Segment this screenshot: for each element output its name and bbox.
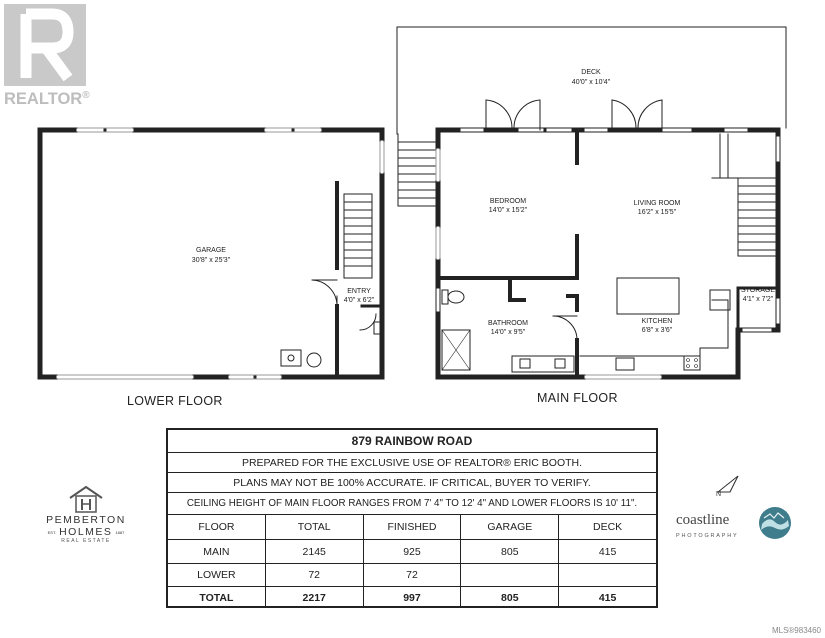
table-total-row (168, 586, 656, 608)
cell-finished: 925 (363, 540, 461, 563)
cell-total: 2145 (265, 540, 363, 563)
entry-name: ENTRY (347, 288, 371, 295)
bathroom-name: BATHROOM (488, 320, 528, 327)
deck-french-doors (486, 100, 662, 130)
pemberton-name: PEMBERTON (46, 514, 126, 526)
cell-floor: MAIN (203, 545, 230, 558)
living-room-size: 16'2" x 15'5" (637, 209, 677, 216)
bedroom-size: 14'0" x 15'2" (488, 207, 528, 214)
pemberton-est: EST. (47, 529, 57, 535)
cell-deck: 415 (558, 540, 656, 563)
main-stairs (712, 134, 776, 256)
house-icon (66, 484, 106, 514)
kitchen-island (617, 278, 679, 314)
pemberton-holmes-logo (40, 484, 132, 544)
bathroom-size: 14'0" x 9'5" (490, 329, 526, 336)
pemberton-tagline: REAL ESTATE (61, 538, 111, 544)
pemberton-holmes: HOLMES (59, 526, 113, 538)
cell-deck (558, 564, 656, 586)
lower-stairs (344, 194, 372, 278)
deck-name: DECK (581, 69, 601, 76)
coastline-wave-icon (758, 506, 792, 540)
storage-size: 4'1" x 7'2" (742, 296, 774, 303)
north-compass-icon (710, 470, 746, 498)
cell-garage: 805 (460, 540, 558, 563)
garage-size: 30'8" x 25'3" (191, 257, 231, 264)
table-header-row (168, 514, 656, 539)
realtor-logo (0, 0, 100, 117)
cell-floor: TOTAL (199, 591, 234, 604)
table-note-accuracy: PLANS MAY NOT BE 100% ACCURATE. IF CRITICAL, BUYER TO VERIFY. (168, 472, 656, 492)
table-note-exclusive: PREPARED FOR THE EXCLUSIVE USE OF REALTOR® ERIC BOOTH. (168, 452, 656, 472)
cell-garage: 805 (460, 587, 558, 608)
cell-floor: LOWER (197, 569, 236, 581)
compass-north-label: N (716, 491, 722, 498)
garage-name: GARAGE (196, 247, 226, 254)
main-walls (438, 130, 778, 377)
entry-size: 4'0" x 6'2" (343, 297, 375, 304)
deck-stairs (398, 134, 438, 206)
pemberton-year: 1887 (115, 529, 125, 535)
lower-floor-label: LOWER FLOOR (127, 394, 223, 408)
bedroom-name: BEDROOM (489, 198, 527, 205)
area-summary-table (166, 428, 658, 608)
table-row (168, 539, 656, 563)
table-note-ceiling: CEILING HEIGHT OF MAIN FLOOR RANGES FROM 7' 4" TO 12' 4" AND LOWER FLOORS IS 10' 11". (168, 492, 656, 514)
realtor-wordmark: REALTOR (4, 90, 83, 108)
header-deck: DECK (558, 515, 656, 539)
cell-finished: 72 (363, 564, 461, 586)
coastline-tagline: PHOTOGRAPHY (676, 533, 739, 539)
cell-total: 2217 (265, 587, 363, 608)
realtor-registered-mark: ® (82, 90, 90, 101)
mls-number: MLS®983460 (771, 626, 821, 635)
table-title: 879 RAINBOW ROAD (351, 434, 473, 448)
table-row (168, 563, 656, 586)
living-room-name: LIVING ROOM (633, 200, 681, 207)
header-floor: FLOOR (198, 521, 235, 533)
deck-size: 40'0" x 10'4" (571, 79, 611, 86)
header-garage: GARAGE (460, 515, 558, 539)
cell-deck: 415 (558, 587, 656, 608)
cell-garage (460, 564, 558, 586)
kitchen-name: KITCHEN (641, 318, 673, 325)
main-floor-label: MAIN FLOOR (537, 391, 618, 405)
cell-total: 72 (265, 564, 363, 586)
storage-name: STORAGE (740, 287, 776, 294)
header-total: TOTAL (265, 515, 363, 539)
kitchen-size: 6'8" x 3'6" (641, 327, 673, 334)
header-finished: FINISHED (363, 515, 461, 539)
coastline-wordmark: coastline (676, 512, 730, 528)
cell-finished: 997 (363, 587, 461, 608)
